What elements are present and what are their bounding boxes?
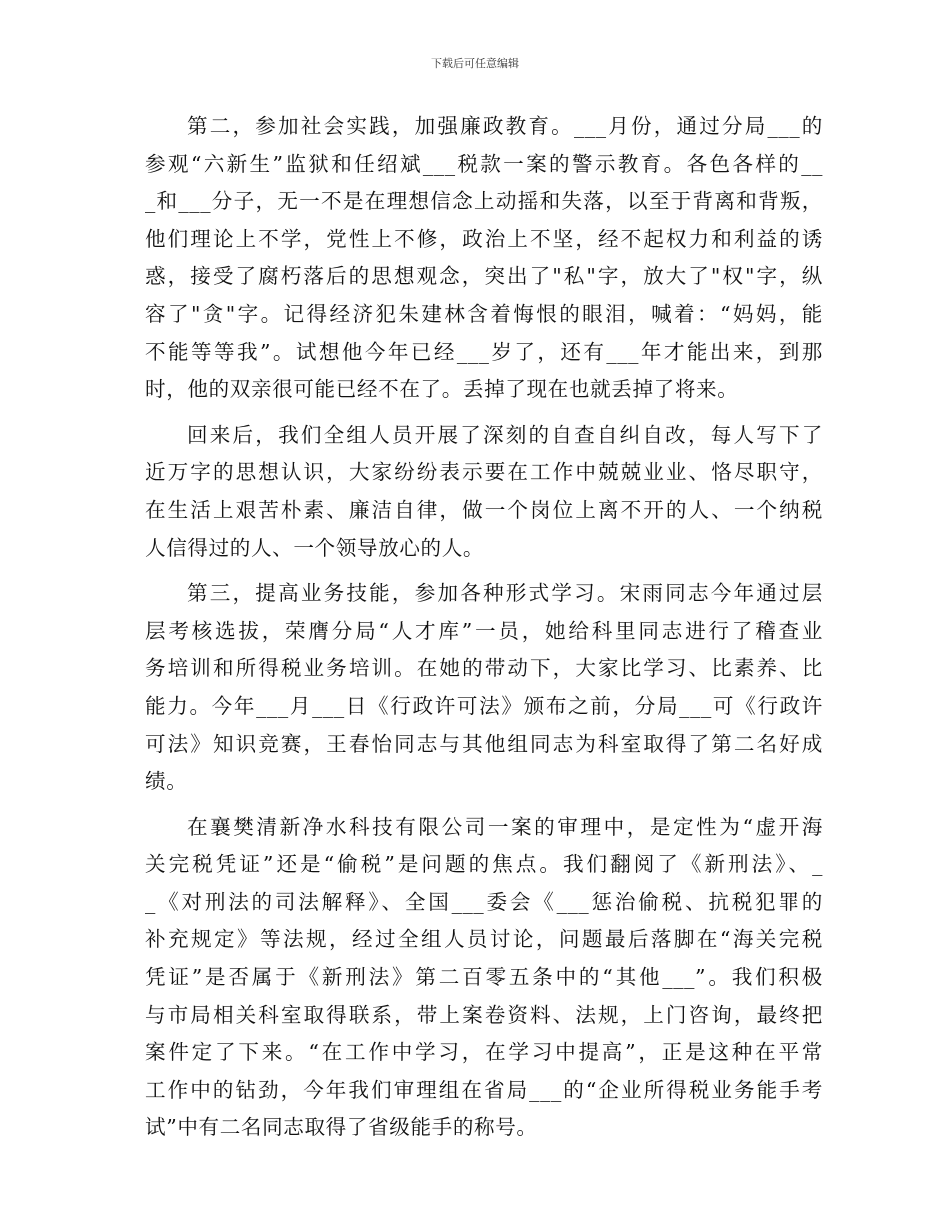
- text-line: 第二，参加社会实践，加强廉政教育。___月份，通过分局___的: [187, 114, 823, 138]
- text-line: 工作中的钻劲，今年我们审理组在省局___的“企业所得税业务能手考: [145, 1077, 823, 1102]
- document-body: [145, 108, 823, 1147]
- text-line: 补充规定》等法规，经过全组人员讨论，问题最后落脚在“海关完税: [145, 927, 823, 952]
- text-line: 能力。今年___月___日《行政许可法》颁布之前，分局___可《行政许: [145, 693, 823, 718]
- paragraph-gap: [145, 567, 823, 575]
- text-line: _《对刑法的司法解释》、全国___委会《___惩治偷税、抗税犯罪的: [145, 889, 823, 914]
- text-line: 第三，提高业务技能，参加各种形式学习。宋雨同志今年通过层: [187, 581, 823, 606]
- text-line: 参观“六新生”监狱和任绍斌___税款一案的警示教育。各色各样的__: [145, 151, 823, 176]
- text-line: 回来后，我们全组人员开展了深刻的自查自纠自改，每人写下了: [187, 422, 823, 447]
- paragraph-gap: [145, 801, 823, 809]
- page-header-note: 下载后可任意编辑: [431, 57, 519, 70]
- text-line: 人信得过的人、一个领导放心的人。: [145, 535, 485, 560]
- text-line: 可法》知识竞赛，王春怡同志与其他组同志为科室取得了第二名好成: [145, 731, 823, 756]
- text-line: 不能等等我”。试想他今年已经___岁了，还有___年才能出来，到那: [145, 339, 823, 364]
- paragraph-3: [145, 575, 823, 801]
- text-line: 时，他的双亲很可能已经不在了。丢掉了现在也就丢掉了将来。: [145, 377, 739, 402]
- text-line: 层考核选拔，荣膺分局“人才库”一员，她给科里同志进行了稽查业: [145, 618, 823, 643]
- text-line: 近万字的思想认识，大家纷纷表示要在工作中兢兢业业、恪尽职守，: [145, 460, 823, 485]
- text-line: 关完税凭证”还是“偷税”是问题的焦点。我们翻阅了《新刑法》、_: [145, 852, 823, 877]
- text-line: 在襄樊清新净水科技有限公司一案的审理中，是定性为“虚开海: [187, 814, 823, 839]
- text-line: 绩。: [145, 769, 188, 794]
- text-line: 务培训和所得税业务培训。在她的带动下，大家比学习、比素养、比: [145, 656, 823, 681]
- text-line: 案件定了下来。“在工作中学习，在学习中提高”，正是这种在平常: [145, 1040, 823, 1065]
- text-line: 试”中有二名同志取得了省级能手的称号。: [145, 1115, 538, 1140]
- text-line: _和___分子，无一不是在理想信念上动摇和失落，以至于背离和背叛，: [145, 189, 823, 214]
- text-line: 在生活上艰苦朴素、廉洁自律，做一个岗位上离不开的人、一个纳税: [145, 497, 823, 522]
- paragraph-1: [145, 108, 823, 409]
- text-line: 凭证”是否属于《新刑法》第二百零五条中的“其他___”。我们积极: [145, 965, 823, 990]
- paragraph-gap: [145, 409, 823, 417]
- text-line: 惑，接受了腐朽落后的思想观念，突出了"私"字，放大了"权"字，纵: [145, 264, 823, 289]
- text-line: 他们理论上不学，党性上不修，政治上不坚，经不起权力和利益的诱: [145, 226, 823, 251]
- text-line: 容了"贪"字。记得经济犯朱建林含着悔恨的眼泪，喊着：“妈妈，能: [145, 301, 823, 326]
- text-line: 与市局相关科室取得联系，带上案卷资料、法规，上门咨询，最终把: [145, 1002, 823, 1027]
- paragraph-2: [145, 417, 823, 567]
- paragraph-4: [145, 809, 823, 1147]
